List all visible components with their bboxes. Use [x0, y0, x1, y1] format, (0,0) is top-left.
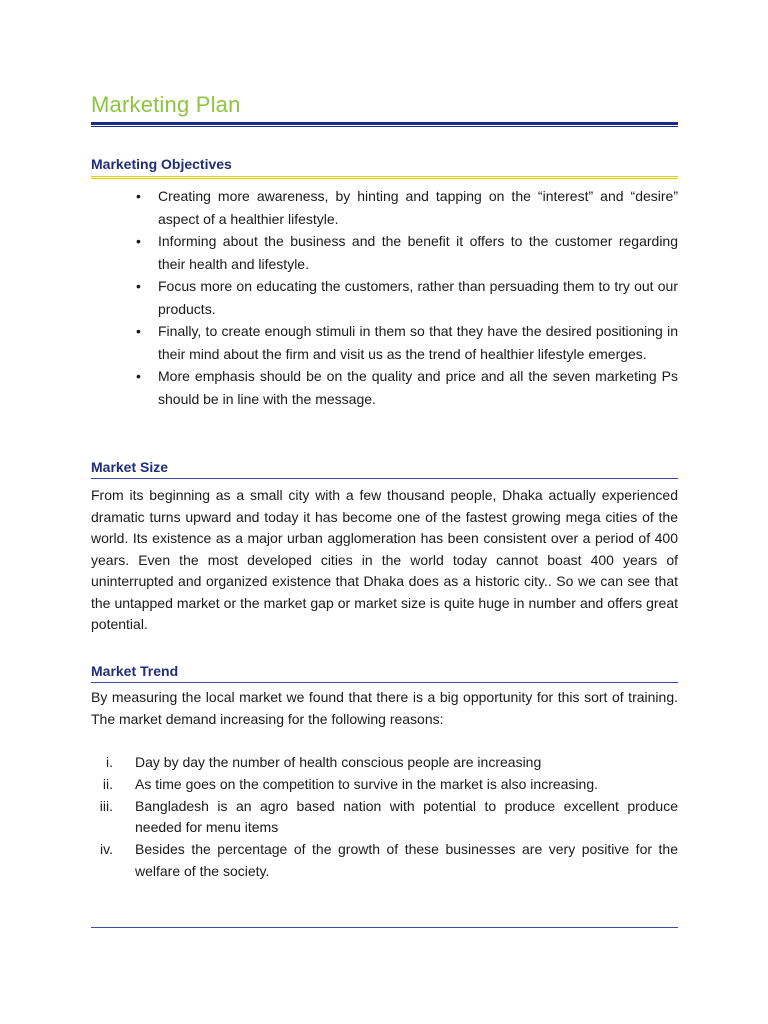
list-item-number: ii.: [102, 775, 113, 792]
list-item-text: Bangladesh is an agro based nation with potential to produce excellent produce needed for menu items: [135, 797, 678, 836]
bullet-icon: •: [136, 188, 141, 204]
objectives-list: [91, 185, 678, 410]
title-divider: [91, 122, 678, 127]
list-item-text: Focus more on educating the customers, rather than persuading them to try out our products.: [158, 278, 678, 317]
bullet-icon: •: [136, 368, 141, 384]
bullet-icon: •: [136, 233, 141, 249]
page-title: Marketing Plan: [91, 92, 241, 117]
market-trend-intro: By measuring the local market we found that there is a big opportunity for this sort of training. The market demand increasing for the following reasons:: [91, 689, 678, 727]
list-item: [91, 774, 678, 796]
list-item-text: Besides the percentage of the growth of these businesses are very positive for the welfare of the society.: [135, 841, 678, 879]
market-trend-list: [91, 752, 678, 883]
footer-divider: [91, 927, 678, 928]
bullet-icon: •: [136, 278, 141, 294]
list-item-number: iv.: [100, 841, 113, 858]
list-item: [91, 275, 678, 320]
list-item: [91, 796, 678, 840]
list-item: [91, 320, 678, 365]
section-heading-market-size: Market Size: [91, 459, 169, 475]
list-item-number: i.: [106, 754, 113, 770]
market-trend-divider: [91, 682, 678, 683]
list-item: [91, 365, 678, 410]
list-item-number: iii.: [99, 797, 113, 814]
list-item: [91, 230, 678, 275]
market-size-divider: [91, 478, 678, 479]
list-item: [91, 752, 678, 774]
bullet-icon: •: [136, 323, 141, 339]
list-item-text: Day by day the number of health conscious people are increasing: [135, 754, 542, 770]
section-heading-market-trend: Market Trend: [91, 663, 179, 679]
section-heading-objectives: Marketing Objectives: [91, 156, 232, 172]
list-item-text: As time goes on the competition to survive in the market is also increasing.: [135, 775, 598, 792]
list-item-text: Finally, to create enough stimuli in them so that they have the desired positioning in their mind about the firm and visit us as the trend of healthier lifestyle emerges.: [158, 323, 678, 362]
list-item: [91, 839, 678, 883]
list-item: [91, 185, 678, 230]
objectives-divider: [91, 176, 678, 179]
market-size-paragraph: From its beginning as a small city with a few thousand people, Dhaka actually experienced dramatic turns upward and today it has become one of the fastest growing mega cities of the world. Its existence as a major urban agglomeration has been consistent over a period of 400 years. Even the most developed cities in the world today cannot boast 400 years of uninterrupted and organized existence that Dhaka does as a historic city.. So we can see that the untapped market or the market gap or market size is quite huge in number and offers great potential.: [91, 487, 678, 632]
list-item-text: Informing about the business and the benefit it offers to the customer regarding their health and lifestyle.: [158, 233, 678, 272]
list-item-text: Creating more awareness, by hinting and tapping on the “interest” and “desire” aspect of a healthier lifestyle.: [158, 188, 678, 227]
list-item-text: More emphasis should be on the quality and price and all the seven marketing Ps should be in line with the message.: [158, 368, 678, 407]
